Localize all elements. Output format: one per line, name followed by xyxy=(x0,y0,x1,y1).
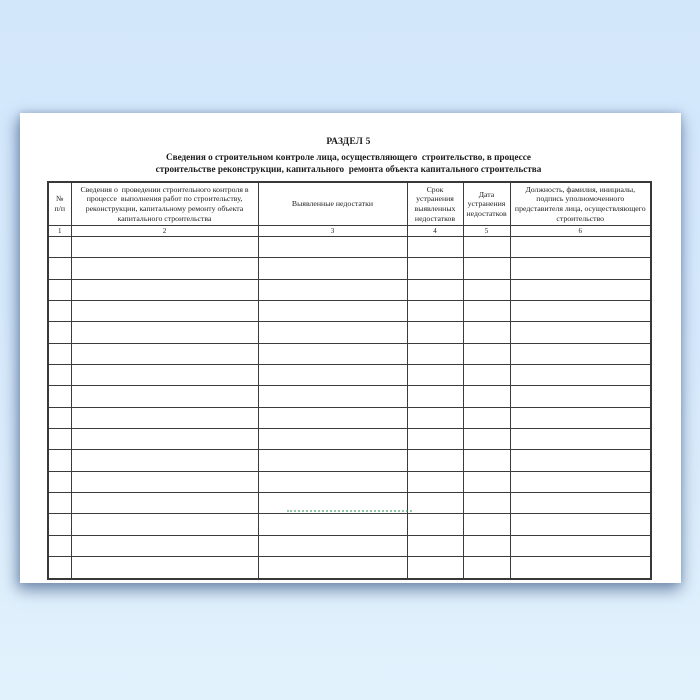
empty-cell xyxy=(510,322,651,343)
column-numbers-row xyxy=(48,226,651,237)
empty-cell xyxy=(463,557,510,579)
empty-cell xyxy=(510,258,651,279)
empty-cell xyxy=(48,407,71,428)
col-header-number: № п/п xyxy=(48,182,71,226)
empty-cell xyxy=(48,514,71,535)
empty-cell xyxy=(510,471,651,492)
empty-cell xyxy=(71,429,258,450)
empty-cell xyxy=(258,429,407,450)
empty-cell xyxy=(258,301,407,322)
column-number: 3 xyxy=(258,226,407,237)
empty-cell xyxy=(463,322,510,343)
empty-cell xyxy=(71,407,258,428)
empty-cell xyxy=(71,514,258,535)
table-row xyxy=(48,365,651,386)
empty-cell xyxy=(407,471,463,492)
empty-cell xyxy=(407,429,463,450)
column-number: 5 xyxy=(463,226,510,237)
table-row xyxy=(48,322,651,343)
empty-cell xyxy=(48,386,71,407)
empty-cell xyxy=(71,493,258,514)
empty-cell xyxy=(510,535,651,556)
empty-cell xyxy=(258,322,407,343)
column-number: 6 xyxy=(510,226,651,237)
empty-cell xyxy=(510,407,651,428)
empty-cell xyxy=(71,365,258,386)
empty-cell xyxy=(71,471,258,492)
empty-cell xyxy=(463,535,510,556)
empty-cell xyxy=(48,301,71,322)
empty-cell xyxy=(407,322,463,343)
table-body xyxy=(48,237,651,579)
empty-cell xyxy=(71,386,258,407)
table-row xyxy=(48,450,651,471)
section-title: РАЗДЕЛ 5 xyxy=(326,137,371,147)
empty-cell xyxy=(407,450,463,471)
table-row xyxy=(48,557,651,579)
empty-cell xyxy=(71,301,258,322)
empty-cell xyxy=(48,471,71,492)
col-header-deadline: Срок устранения выявленных недостатков xyxy=(407,182,463,226)
empty-cell xyxy=(258,258,407,279)
table-row xyxy=(48,407,651,428)
empty-cell xyxy=(71,343,258,364)
empty-cell xyxy=(407,407,463,428)
empty-cell xyxy=(463,301,510,322)
empty-cell xyxy=(463,514,510,535)
empty-cell xyxy=(258,343,407,364)
empty-cell xyxy=(510,386,651,407)
watermark-dots xyxy=(287,510,412,512)
col-header-representative: Должность, фамилия, инициалы, подпись уполномоченного представителя лица, осуществляющего строительство xyxy=(510,182,651,226)
empty-cell xyxy=(407,258,463,279)
empty-cell xyxy=(510,450,651,471)
empty-cell xyxy=(407,343,463,364)
empty-cell xyxy=(71,237,258,258)
empty-cell xyxy=(463,365,510,386)
empty-cell xyxy=(510,279,651,300)
column-number: 4 xyxy=(407,226,463,237)
empty-cell xyxy=(407,386,463,407)
empty-cell xyxy=(463,407,510,428)
empty-cell xyxy=(48,258,71,279)
empty-cell xyxy=(463,471,510,492)
table-row xyxy=(48,429,651,450)
empty-cell xyxy=(258,237,407,258)
empty-cell xyxy=(71,450,258,471)
empty-cell xyxy=(510,514,651,535)
empty-cell xyxy=(258,535,407,556)
col-header-fix-date: Дата устранения недостатков xyxy=(463,182,510,226)
empty-cell xyxy=(48,450,71,471)
empty-cell xyxy=(463,450,510,471)
column-number: 2 xyxy=(71,226,258,237)
column-number: 1 xyxy=(48,226,71,237)
empty-cell xyxy=(407,301,463,322)
empty-cell xyxy=(258,514,407,535)
empty-cell xyxy=(510,557,651,579)
empty-cell xyxy=(407,514,463,535)
empty-cell xyxy=(48,535,71,556)
empty-cell xyxy=(463,258,510,279)
empty-cell xyxy=(463,493,510,514)
empty-cell xyxy=(71,557,258,579)
table-row xyxy=(48,535,651,556)
table-row xyxy=(48,279,651,300)
table-row xyxy=(48,514,651,535)
empty-cell xyxy=(258,471,407,492)
empty-cell xyxy=(71,258,258,279)
empty-cell xyxy=(463,429,510,450)
empty-cell xyxy=(48,365,71,386)
empty-cell xyxy=(510,365,651,386)
empty-cell xyxy=(71,535,258,556)
table-row xyxy=(48,258,651,279)
table-row xyxy=(48,471,651,492)
empty-cell xyxy=(463,237,510,258)
col-header-defects: Выявленные недостатки xyxy=(258,182,407,226)
empty-cell xyxy=(407,279,463,300)
empty-cell xyxy=(258,407,407,428)
empty-cell xyxy=(48,343,71,364)
table-row xyxy=(48,343,651,364)
document-subtitle-line2: строительстве реконструкции, капитального ремонта объекта капитального строительства xyxy=(155,164,542,174)
empty-cell xyxy=(407,535,463,556)
empty-cell xyxy=(510,301,651,322)
empty-cell xyxy=(258,365,407,386)
empty-cell xyxy=(407,493,463,514)
empty-cell xyxy=(48,493,71,514)
document-page xyxy=(20,113,681,583)
empty-cell xyxy=(258,557,407,579)
empty-cell xyxy=(463,279,510,300)
empty-cell xyxy=(463,343,510,364)
empty-cell xyxy=(258,279,407,300)
empty-cell xyxy=(48,322,71,343)
construction-control-table xyxy=(47,181,652,580)
table-row xyxy=(48,237,651,258)
empty-cell xyxy=(258,386,407,407)
table-header-row xyxy=(48,182,651,226)
empty-cell xyxy=(48,429,71,450)
col-header-control-info: Сведения о проведении строительного контроля в процессе выполнения работ по строительству, реконструкции, капитальному ремонту объекта капитального строительства xyxy=(71,182,258,226)
empty-cell xyxy=(407,237,463,258)
empty-cell xyxy=(407,365,463,386)
table-row xyxy=(48,301,651,322)
document-subtitle-line1: Сведения о строительном контроле лица, осуществляющего строительство, в процессе xyxy=(165,152,532,162)
empty-cell xyxy=(48,237,71,258)
empty-cell xyxy=(510,429,651,450)
empty-cell xyxy=(48,557,71,579)
empty-cell xyxy=(48,279,71,300)
table-row xyxy=(48,386,651,407)
empty-cell xyxy=(463,386,510,407)
empty-cell xyxy=(510,343,651,364)
empty-cell xyxy=(71,279,258,300)
empty-cell xyxy=(510,237,651,258)
empty-cell xyxy=(510,493,651,514)
empty-cell xyxy=(258,450,407,471)
empty-cell xyxy=(407,557,463,579)
empty-cell xyxy=(71,322,258,343)
